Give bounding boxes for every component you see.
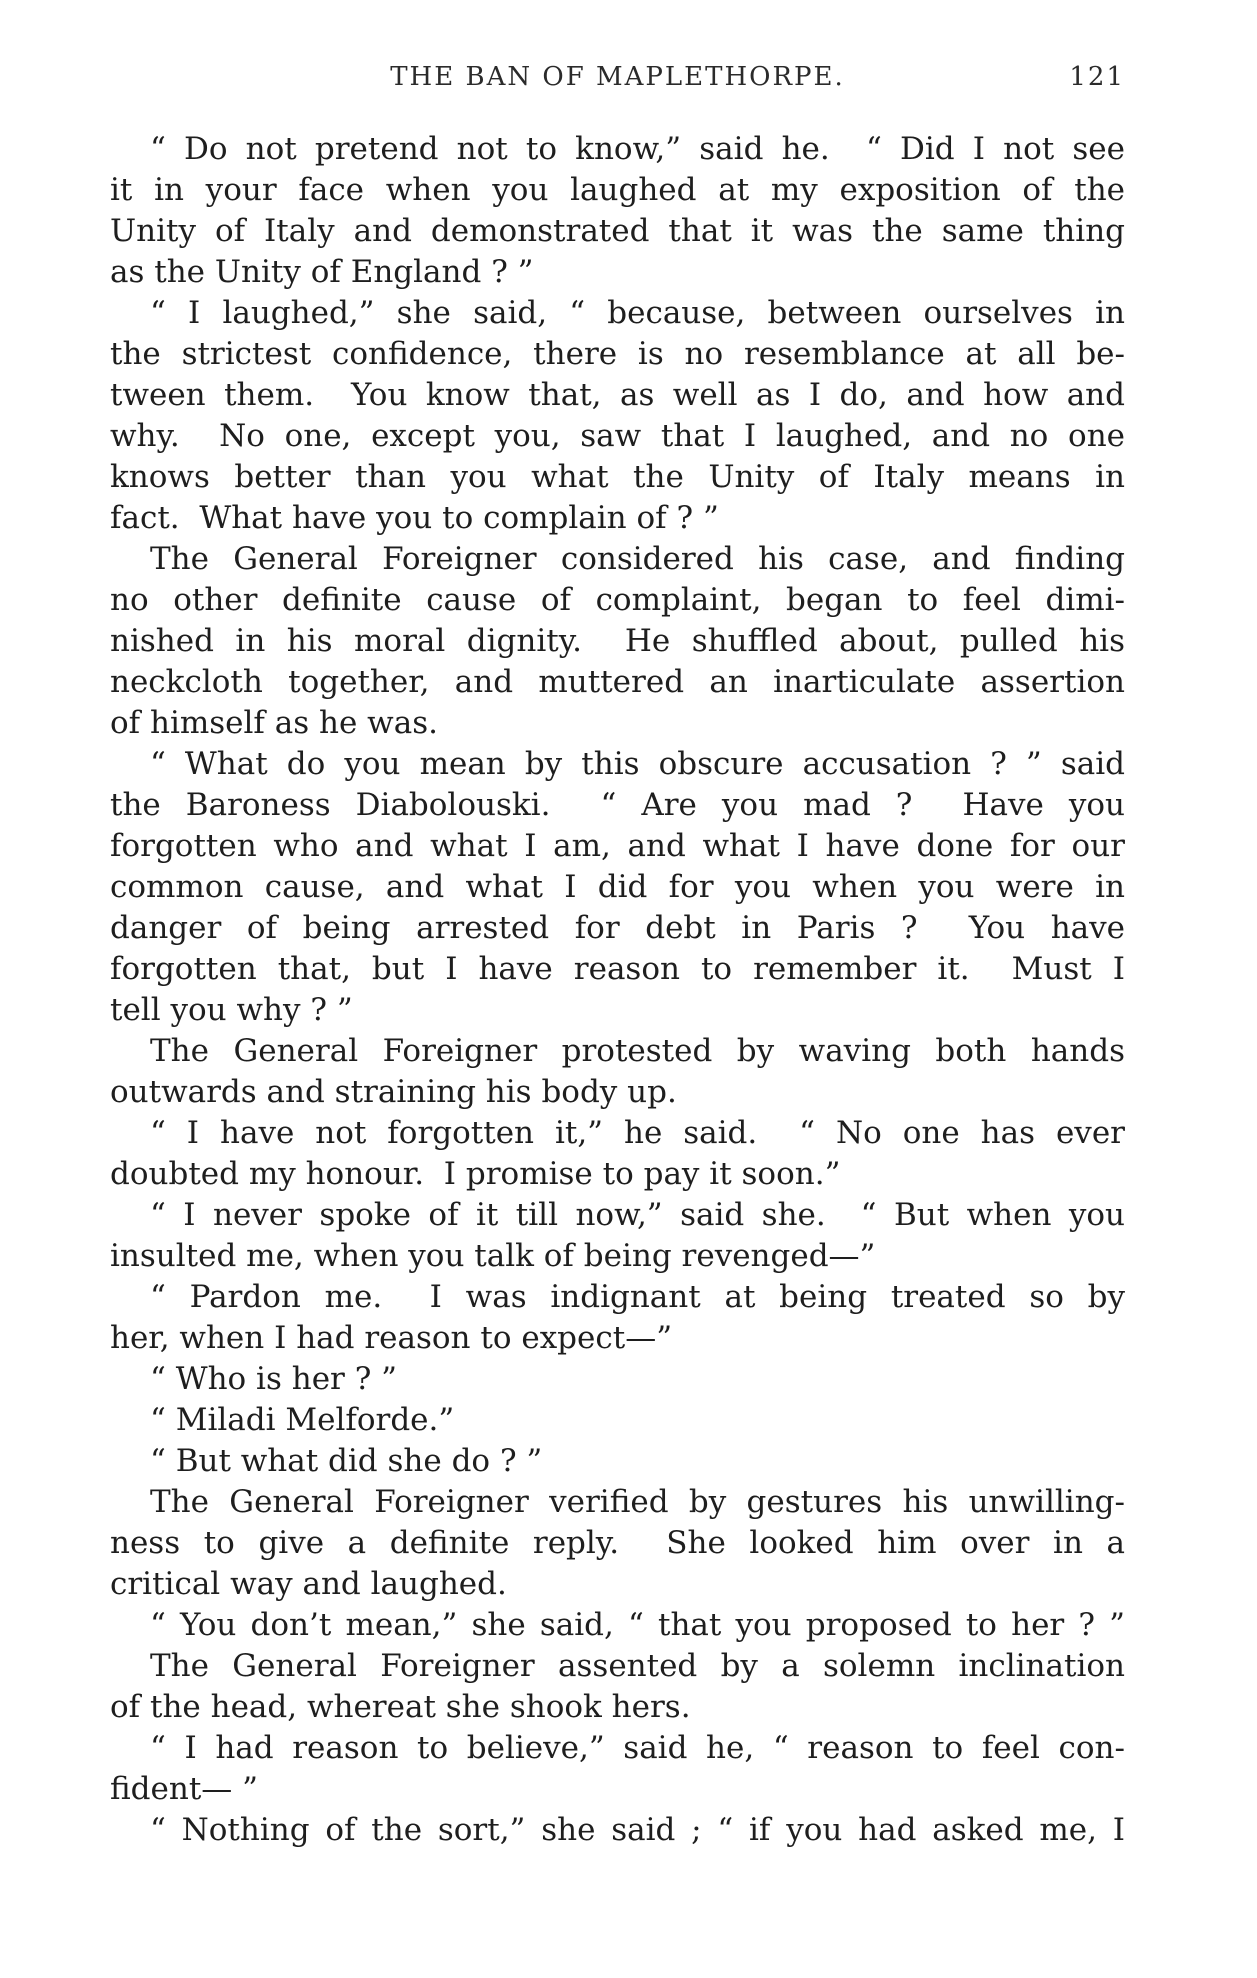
text-line: of the head, whereat she shook hers.	[110, 1689, 691, 1725]
running-head	[110, 62, 1125, 96]
text-line: outwards and straining his body up.	[110, 1074, 677, 1110]
text-line: “ I never spoke of it till now,” said she. “ But when you	[150, 1197, 1125, 1233]
text-line: nished in his moral dignity. He shuffled about, pulled his	[110, 623, 1125, 659]
text-line: neckcloth together, and muttered an inarticulate assertion	[110, 664, 1125, 700]
text-line: no other definite cause of complaint, began to feel dimi-	[110, 582, 1125, 618]
text-line: “ What do you mean by this obscure accusation ? ” said	[150, 746, 1125, 782]
text-line: “ Nothing of the sort,” she said ; “ if you had asked me, I	[150, 1812, 1125, 1848]
text-line: common cause, and what I did for you when you were in	[110, 869, 1125, 905]
text-line: fident— ”	[110, 1771, 258, 1807]
text-line: “ You don’t mean,” she said, “ that you proposed to her ? ”	[150, 1607, 1125, 1643]
text-line: “ Who is her ? ”	[150, 1361, 398, 1397]
page-number: 121	[1069, 62, 1125, 92]
text-line: it in your face when you laughed at my exposition of the	[110, 172, 1125, 208]
text-line: forgotten who and what I am, and what I have done for our	[110, 828, 1125, 864]
text-line: the strictest confidence, there is no resemblance at all be-	[110, 336, 1125, 372]
text-line: “ Miladi Melforde.”	[150, 1402, 455, 1438]
text-line: The General Foreigner considered his case, and finding	[150, 541, 1125, 577]
text-line: insulted me, when you talk of being revenged—”	[110, 1238, 876, 1274]
text-line: “ But what did she do ? ”	[150, 1443, 543, 1479]
text-line: knows better than you what the Unity of Italy means in	[110, 459, 1125, 495]
text-line: “ I laughed,” she said, “ because, between ourselves in	[150, 295, 1125, 331]
text-line: The General Foreigner verified by gestures his unwilling-	[150, 1484, 1125, 1520]
text-line: tween them. You know that, as well as I do, and how and	[110, 377, 1125, 413]
text-line: danger of being arrested for debt in Paris ? You have	[110, 910, 1125, 946]
text-line: of himself as he was.	[110, 705, 438, 741]
running-title: THE BAN OF MAPLETHORPE.	[390, 62, 845, 92]
text-line: “ I had reason to believe,” said he, “ reason to feel con-	[150, 1730, 1125, 1766]
text-line: “ I have not forgotten it,” he said. “ No one has ever	[150, 1115, 1125, 1151]
text-line: fact. What have you to complain of ? ”	[110, 500, 719, 536]
text-line: “ Do not pretend not to know,” said he. “ Did I not see	[150, 131, 1125, 167]
text-line: why. No one, except you, saw that I laughed, and no one	[110, 418, 1125, 454]
text-line: Unity of Italy and demonstrated that it was the same thing	[110, 213, 1125, 249]
text-line: critical way and laughed.	[110, 1566, 507, 1602]
text-line: the Baroness Diabolouski. “ Are you mad ? Have you	[110, 787, 1125, 823]
text-line: The General Foreigner protested by waving both hands	[150, 1033, 1125, 1069]
text-line: ness to give a definite reply. She looked him over in a	[110, 1525, 1125, 1561]
text-line: forgotten that, but I have reason to remember it. Must I	[110, 951, 1125, 987]
body-text	[110, 129, 1125, 1851]
text-line: “ Pardon me. I was indignant at being treated so by	[150, 1279, 1125, 1315]
text-line: as the Unity of England ? ”	[110, 254, 534, 290]
text-line: The General Foreigner assented by a solemn inclination	[150, 1648, 1125, 1684]
text-line: her, when I had reason to expect—”	[110, 1320, 673, 1356]
text-line: doubted my honour. I promise to pay it soon.”	[110, 1156, 841, 1192]
text-line: tell you why ? ”	[110, 992, 353, 1028]
